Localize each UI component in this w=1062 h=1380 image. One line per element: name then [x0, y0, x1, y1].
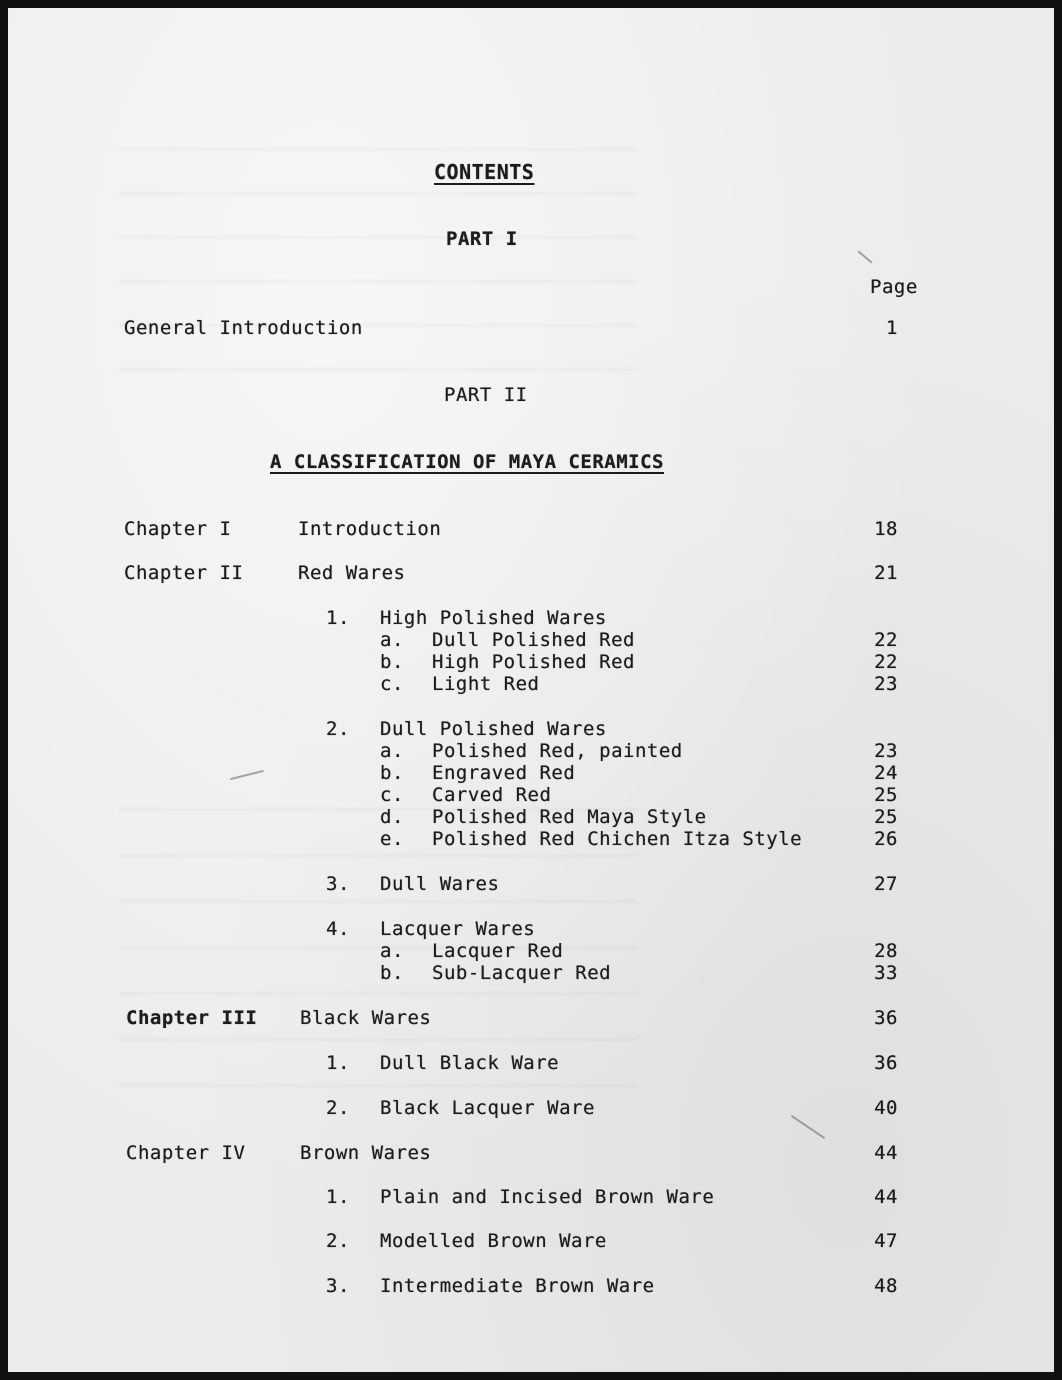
subsection-page: 26 [874, 828, 898, 850]
section-number: 1. [326, 607, 350, 629]
general-intro-page: 1 [886, 317, 898, 339]
chapter-page: 18 [874, 518, 898, 540]
section-title: Modelled Brown Ware [380, 1230, 607, 1252]
subsection-page: 23 [874, 740, 898, 762]
subsection-title: Polished Red, painted [432, 740, 683, 762]
section-number: 1. [326, 1186, 350, 1208]
chapter-label: Chapter I [124, 518, 232, 540]
classification-title: A CLASSIFICATION OF MAYA CERAMICS [270, 451, 664, 473]
part-2-heading: PART II [444, 384, 528, 406]
section-title: Lacquer Wares [380, 918, 536, 940]
section-page: 36 [874, 1052, 898, 1074]
section-page: 27 [874, 873, 898, 895]
subsection-title: Light Red [432, 673, 540, 695]
chapter-title: Introduction [298, 518, 442, 540]
section-title: Dull Polished Wares [380, 718, 607, 740]
subsection-page: 25 [874, 806, 898, 828]
subsection-title: Lacquer Red [432, 940, 564, 962]
subsection-letter: c. [380, 673, 404, 695]
subsection-letter: b. [380, 762, 404, 784]
subsection-page: 25 [874, 784, 898, 806]
document-page [8, 8, 1054, 1372]
section-page: 44 [874, 1186, 898, 1208]
subsection-letter: a. [380, 740, 404, 762]
section-number: 3. [326, 873, 350, 895]
subsection-letter: a. [380, 629, 404, 651]
section-number: 2. [326, 718, 350, 740]
film-scratch [857, 250, 872, 263]
film-scratch [230, 770, 263, 780]
section-number: 2. [326, 1097, 350, 1119]
part-1-heading: PART I [446, 228, 518, 250]
contents-title: CONTENTS [434, 160, 535, 184]
subsection-page: 28 [874, 940, 898, 962]
section-number: 4. [326, 918, 350, 940]
subsection-page: 22 [874, 629, 898, 651]
section-page: 47 [874, 1230, 898, 1252]
subsection-title: Polished Red Maya Style [432, 806, 707, 828]
section-page: 40 [874, 1097, 898, 1119]
section-number: 3. [326, 1275, 350, 1297]
section-title: Dull Wares [380, 873, 500, 895]
subsection-title: Dull Polished Red [432, 629, 635, 651]
subsection-title: Carved Red [432, 784, 552, 806]
subsection-letter: a. [380, 940, 404, 962]
bleed-through-block [118, 148, 638, 408]
section-title: Plain and Incised Brown Ware [380, 1186, 715, 1208]
subsection-page: 24 [874, 762, 898, 784]
chapter-page: 36 [874, 1007, 898, 1029]
chapter-label: Chapter III [126, 1007, 258, 1029]
subsection-title: Sub-Lacquer Red [432, 962, 612, 984]
chapter-label: Chapter IV [126, 1142, 246, 1164]
chapter-title: Brown Wares [300, 1142, 432, 1164]
subsection-title: High Polished Red [432, 651, 635, 673]
subsection-title: Engraved Red [432, 762, 576, 784]
chapter-page: 21 [874, 562, 898, 584]
chapter-label: Chapter II [124, 562, 244, 584]
section-number: 2. [326, 1230, 350, 1252]
section-page: 48 [874, 1275, 898, 1297]
subsection-page: 23 [874, 673, 898, 695]
subsection-page: 33 [874, 962, 898, 984]
subsection-letter: b. [380, 962, 404, 984]
subsection-page: 22 [874, 651, 898, 673]
subsection-letter: e. [380, 828, 404, 850]
page-column-header: Page [870, 276, 918, 298]
chapter-page: 44 [874, 1142, 898, 1164]
section-title: High Polished Wares [380, 607, 607, 629]
chapter-title: Red Wares [298, 562, 406, 584]
section-title: Dull Black Ware [380, 1052, 560, 1074]
section-number: 1. [326, 1052, 350, 1074]
chapter-title: Black Wares [300, 1007, 432, 1029]
section-title: Intermediate Brown Ware [380, 1275, 655, 1297]
general-intro-label: General Introduction [124, 317, 363, 339]
section-title: Black Lacquer Ware [380, 1097, 595, 1119]
film-scratch [791, 1115, 825, 1139]
subsection-letter: c. [380, 784, 404, 806]
subsection-letter: b. [380, 651, 404, 673]
subsection-letter: d. [380, 806, 404, 828]
subsection-title: Polished Red Chichen Itza Style [432, 828, 803, 850]
